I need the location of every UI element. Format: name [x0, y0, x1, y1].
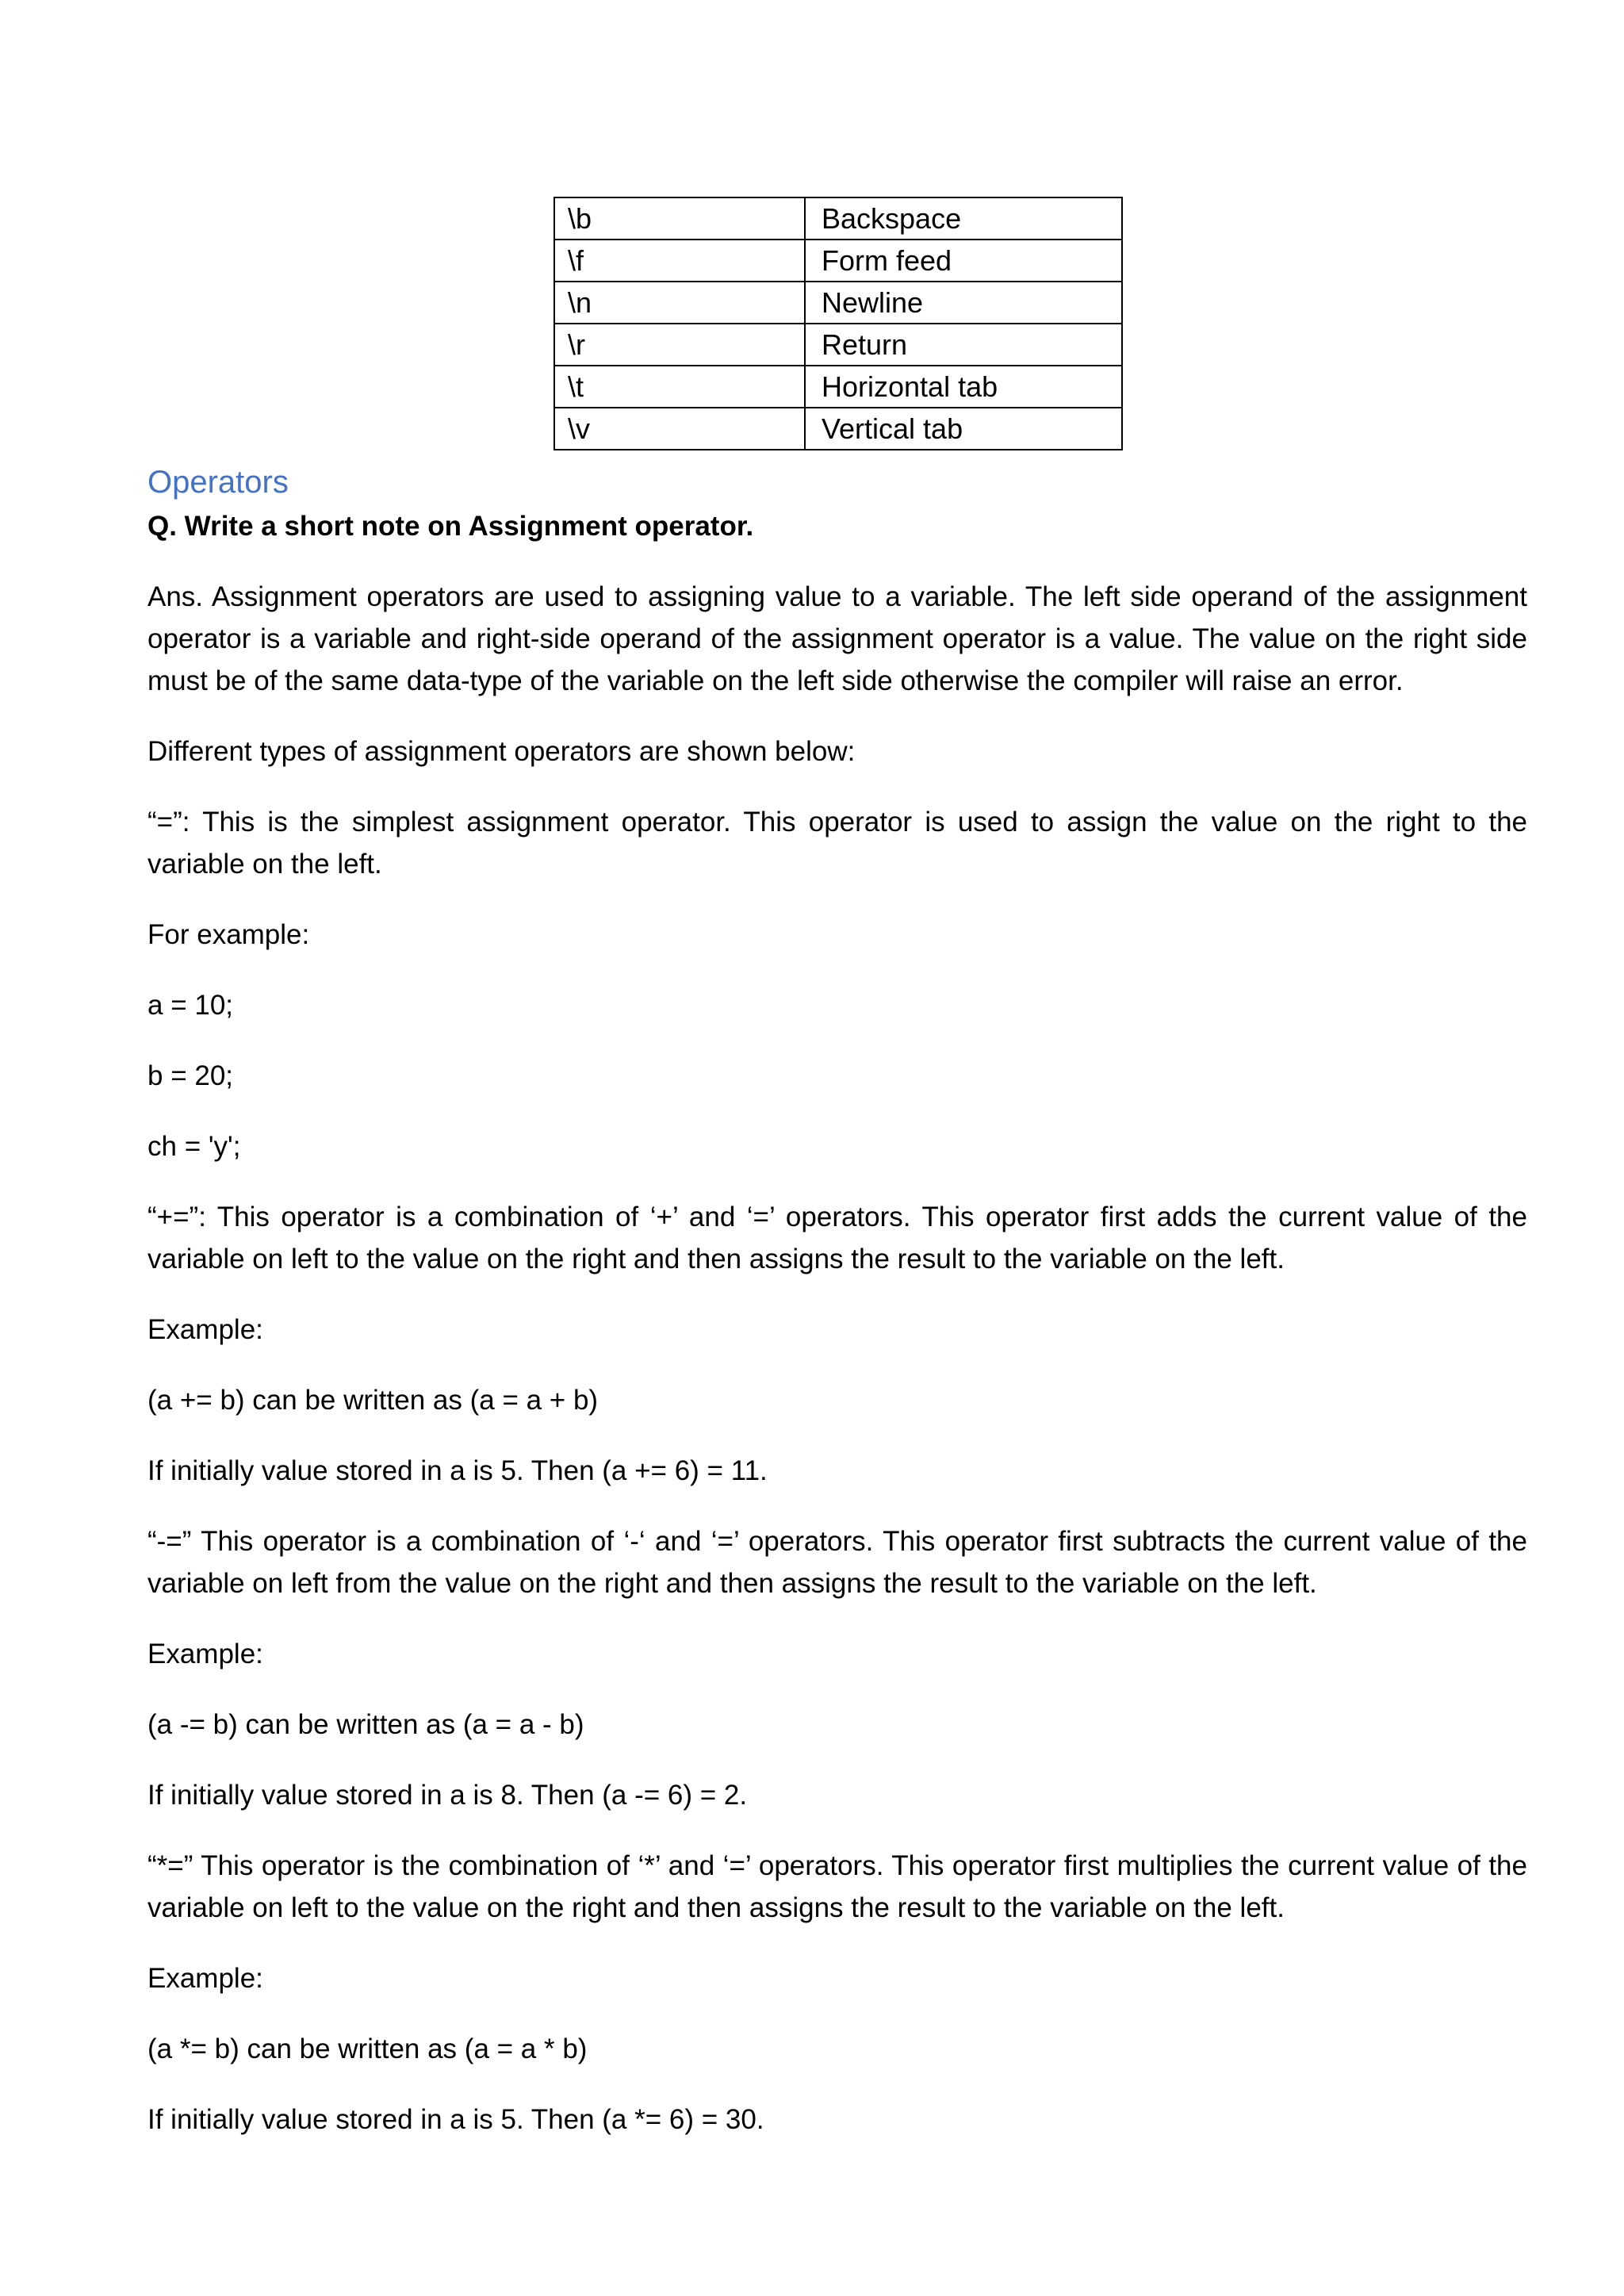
escape-code-cell: \v [554, 408, 805, 450]
escape-description-cell: Horizontal tab [805, 366, 1122, 408]
paragraph: Example: [147, 1314, 263, 1345]
code-line: (a *= b) can be written as (a = a * b) [147, 2033, 588, 2064]
paragraph: “=”: This is the simplest assignment operator. This operator is used to assign the value on the right to the variable on the left. [147, 807, 1527, 880]
paragraph: “*=” This operator is the combination of ‘*’ and ‘=’ operators. This operator first multiplies the current value of the variable on left to the value on the right and then assigns the result to the variable on the left. [147, 1850, 1527, 1923]
paragraph: Example: [147, 1639, 263, 1669]
escape-description-cell: Newline [805, 282, 1122, 324]
paragraph: If initially value stored in a is 8. Then (a -= 6) = 2. [147, 1780, 748, 1811]
table-row [554, 324, 1122, 366]
paragraph: If initially value stored in a is 5. Then (a *= 6) = 30. [147, 2104, 764, 2135]
question-text: Q. Write a short note on Assignment operator. [147, 511, 754, 542]
escape-description-cell: Vertical tab [805, 408, 1122, 450]
paragraph: Different types of assignment operators are shown below: [147, 736, 856, 767]
section-heading: Operators [147, 465, 289, 500]
table-row [554, 240, 1122, 282]
escape-description-cell: Return [805, 324, 1122, 366]
escape-code-cell: \b [554, 197, 805, 240]
table-row [554, 282, 1122, 324]
paragraph: Example: [147, 1963, 263, 1994]
escape-sequence-table [553, 197, 1123, 450]
escape-code-cell: \f [554, 240, 805, 282]
escape-description-cell: Form feed [805, 240, 1122, 282]
escape-code-cell: \t [554, 366, 805, 408]
table-row [554, 197, 1122, 240]
escape-code-cell: \r [554, 324, 805, 366]
main-content [147, 462, 1527, 2141]
escape-code-cell: \n [554, 282, 805, 324]
paragraph: For example: [147, 919, 310, 950]
escape-description-cell: Backspace [805, 197, 1122, 240]
table-row [554, 408, 1122, 450]
paragraph: If initially value stored in a is 5. Then (a += 6) = 11. [147, 1455, 768, 1486]
code-line: ch = 'y'; [147, 1131, 241, 1162]
code-line: b = 20; [147, 1060, 234, 1091]
answer-paragraph: Ans. Assignment operators are used to assigning value to a variable. The left side operand of the assignment operator is a variable and right-side operand of the assignment operator is a value. The value on the right side must be of the same data-type of the variable on the left side otherwise the compiler will raise an error. [147, 581, 1527, 696]
table-row [554, 366, 1122, 408]
code-line: (a -= b) can be written as (a = a - b) [147, 1709, 584, 1740]
code-line: (a += b) can be written as (a = a + b) [147, 1385, 599, 1416]
paragraph: “-=” This operator is a combination of ‘-‘ and ‘=’ operators. This operator first subtracts the current value of the variable on left from the value on the right and then assigns the result to the variable on the left. [147, 1526, 1527, 1599]
code-line: a = 10; [147, 990, 234, 1021]
paragraph: “+=”: This operator is a combination of ‘+’ and ‘=’ operators. This operator first adds the current value of the variable on left to the value on the right and then assigns the result to the variable on the left. [147, 1202, 1527, 1274]
